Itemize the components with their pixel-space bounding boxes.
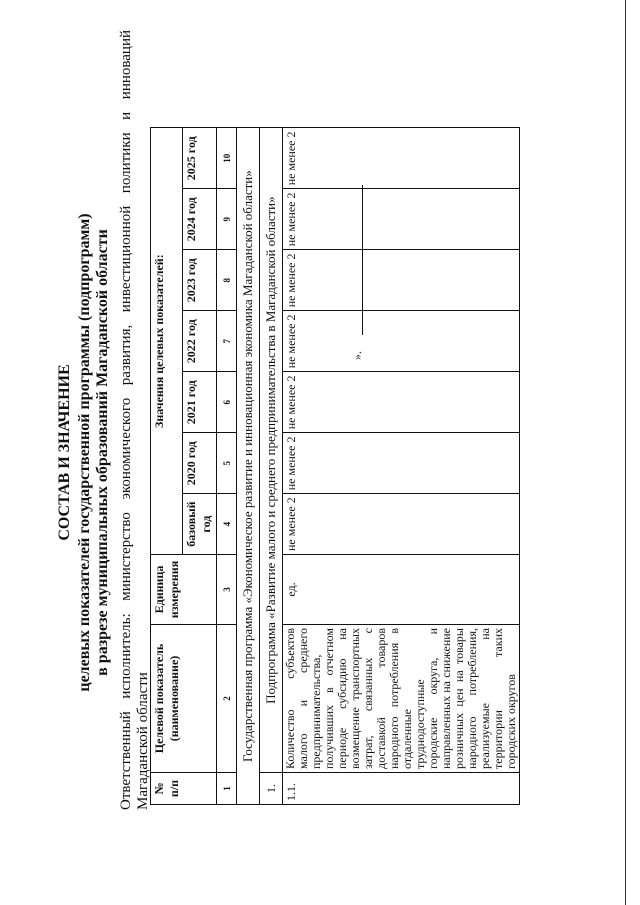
header-indicator: Целевой показатель (наименование)	[151, 625, 217, 773]
column-number: 8	[217, 250, 237, 311]
row-value-2020: не менее 2	[283, 433, 520, 494]
responsible-executor: Ответственный исполнитель: министерство экономического развития, инвестиционной политики и инноваций Магаданской области	[118, 30, 151, 810]
header-year-2021: 2021 год	[183, 372, 217, 433]
column-number: 9	[217, 189, 237, 250]
row-value-2024: не менее 2	[283, 189, 520, 250]
row-unit: ед.	[283, 555, 520, 625]
header-year-2025: 2025 год	[183, 128, 217, 189]
header-num: № п/п	[151, 773, 217, 805]
closing-quote: ».	[350, 351, 364, 360]
header-year-2020: 2020 год	[183, 433, 217, 494]
indicators-table	[150, 127, 520, 805]
subprogram-row: Подпрограмма «Развитие малого и среднего предпринимательства в Магаданской области»	[260, 128, 283, 773]
column-number: 2	[217, 625, 237, 773]
document-title: СОСТАВ И ЗНАЧЕНИЕ	[56, 364, 73, 541]
column-number: 1	[217, 773, 237, 805]
page-edge-line	[625, 0, 626, 905]
document-subtitle: целевых показателей государственной программы (подпрограмм)	[76, 213, 93, 692]
column-number: 7	[217, 311, 237, 372]
document-subtitle-2: в разрезе муниципальных образований Магаданской области	[94, 229, 111, 676]
header-base-year: базовый год	[183, 494, 217, 555]
header-year-2024: 2024 год	[183, 189, 217, 250]
program-row: Государственная программа «Экономическое развитие и инновационная экономика Магаданской области»	[237, 128, 260, 805]
header-year-2023: 2023 год	[183, 250, 217, 311]
header-values-group: Значения целевых показателей:	[151, 128, 183, 555]
row-value-2022: не менее 2	[283, 311, 520, 372]
row-value-2021: не менее 2	[283, 372, 520, 433]
row-num: 1.1.	[283, 773, 520, 805]
row-value-2023: не менее 2	[283, 250, 520, 311]
column-number: 10	[217, 128, 237, 189]
header-unit: Единица измерения	[151, 555, 217, 625]
divider-line	[362, 185, 363, 335]
row-indicator: Количество субъектов малого и среднего предпринимательства, получивших в отчетном периоде субсидию на возмещение транспортных затрат, связанных с доставкой товаров народного потребления в отдаленные труднодоступные городские округа, и направленных на снижение розничных цен на товары народного потребления, реализуемые на территории таких городских округов	[283, 625, 520, 773]
table-row	[283, 128, 520, 805]
column-number: 3	[217, 555, 237, 625]
column-number: 4	[217, 494, 237, 555]
row-value-base: не менее 2	[283, 494, 520, 555]
column-number: 5	[217, 433, 237, 494]
row-value-2025: не менее 2	[283, 128, 520, 189]
column-number: 6	[217, 372, 237, 433]
header-year-2022: 2022 год	[183, 311, 217, 372]
subprogram-num: 1.	[260, 773, 283, 805]
